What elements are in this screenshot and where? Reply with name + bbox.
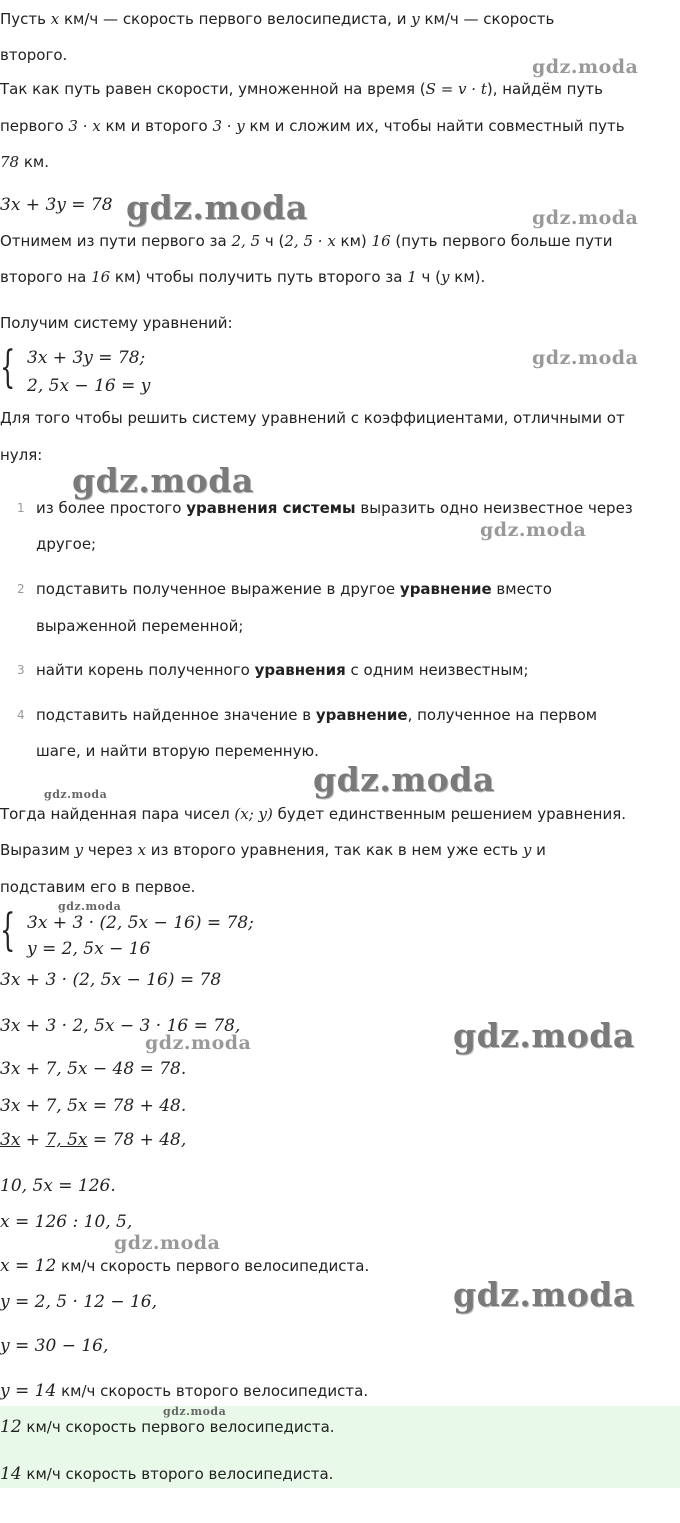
solution-step-5: 3x + 7, 5x = 78 + 48,: [0, 1130, 187, 1150]
watermark: gdz.moda: [126, 188, 308, 227]
watermark: gdz.moda: [532, 347, 639, 369]
subtract-line-1: Отнимем из пути первого за 2, 5 ч (2, 5 · x км) 16 (путь первого больше пути: [0, 232, 613, 250]
intro-line-5: 78 км.: [0, 153, 50, 171]
watermark: gdz.moda: [58, 900, 122, 913]
y-step-1: y = 2, 5 · 12 − 16,: [0, 1292, 158, 1312]
watermark: gdz.moda: [145, 1032, 252, 1054]
y-result: y = 14 км/ч скорость второго велосипедиста.: [0, 1381, 369, 1401]
y-step-2: y = 30 − 16,: [0, 1336, 109, 1356]
express-line-1: Выразим y через x из второго уравнения, так как в нем уже есть y и: [0, 841, 546, 859]
system-2-row-2: y = 2, 5x − 16: [27, 939, 151, 959]
watermark: gdz.moda: [72, 461, 254, 500]
watermark: gdz.moda: [480, 519, 587, 541]
intro-line-3: Так как путь равен скорости, умноженной на время (S = v · t), найдём путь: [0, 80, 603, 98]
system-1-row-1: 3x + 3y = 78;: [27, 348, 146, 368]
method-line-1: Для того чтобы решить систему уравнений с коэффициентами, отличными от: [0, 409, 625, 427]
watermark: gdz.moda: [532, 207, 639, 229]
solution-step-4: 3x + 7, 5x = 78 + 48.: [0, 1096, 187, 1116]
answer-line-1: 12 км/ч скорость первого велосипедиста.: [0, 1417, 335, 1437]
watermark: gdz.moda: [163, 1405, 227, 1418]
brace-icon: {: [0, 905, 16, 956]
system-1-row-2: 2, 5x − 16 = y: [27, 376, 151, 396]
solution-step-6: 10, 5x = 126.: [0, 1176, 116, 1196]
express-line-2: подставим его в первое.: [0, 878, 196, 896]
watermark: gdz.moda: [114, 1232, 221, 1254]
intro-line-2: второго.: [0, 46, 68, 64]
answer-block: [0, 1406, 680, 1488]
brace-icon: {: [0, 342, 16, 393]
watermark: gdz.moda: [453, 1016, 635, 1055]
system-intro: Получим систему уравнений:: [0, 314, 233, 332]
equation-sum: 3x + 3y = 78: [0, 195, 113, 215]
watermark: gdz.moda: [313, 760, 495, 799]
solution-step-3: 3x + 7, 5x − 48 = 78.: [0, 1059, 187, 1079]
watermark: gdz.moda: [532, 56, 639, 78]
x-result: x = 12 км/ч скорость первого велосипедиста.: [0, 1256, 370, 1276]
answer-line-2: 14 км/ч скорость второго велосипедиста.: [0, 1464, 334, 1484]
system-2-row-1: 3x + 3 · (2, 5x − 16) = 78;: [27, 913, 254, 933]
method-line-2: нуля:: [0, 446, 43, 464]
solution-step-2: 3x + 3 · 2, 5x − 3 · 16 = 78,: [0, 1016, 241, 1036]
pair-line: Тогда найденная пара чисел (x; y) будет единственным решением уравнения.: [0, 805, 627, 823]
solution-step-7: x = 126 : 10, 5,: [0, 1212, 133, 1232]
watermark: gdz.moda: [453, 1275, 635, 1314]
watermark: gdz.moda: [44, 788, 108, 801]
subtract-line-2: второго на 16 км) чтобы получить путь второго за 1 ч (y км).: [0, 268, 486, 286]
intro-line-4: первого 3 · x км и второго 3 · y км и сложим их, чтобы найти совместный путь: [0, 117, 625, 135]
intro-line-1: Пусть x км/ч — скорость первого велосипедиста, и y км/ч — скорость: [0, 10, 555, 28]
solution-step-1: 3x + 3 · (2, 5x − 16) = 78: [0, 970, 222, 990]
